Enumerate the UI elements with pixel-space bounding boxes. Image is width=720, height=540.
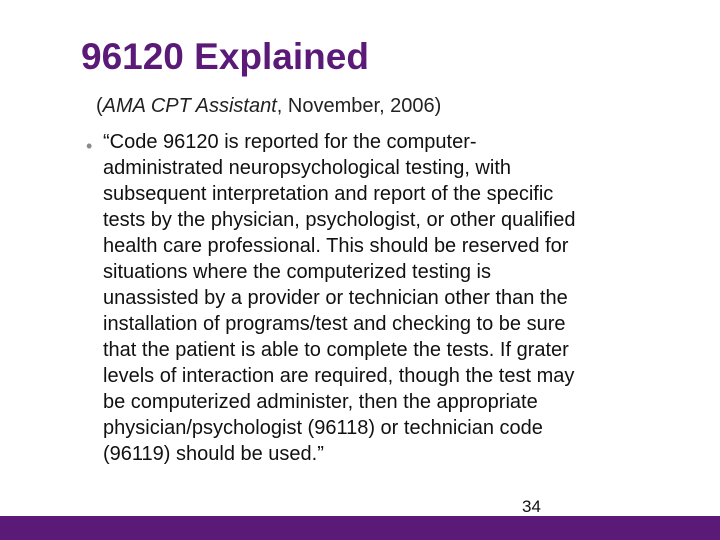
bullet-icon: • [86, 136, 93, 156]
quote-line: unassisted by a provider or technician other than the [103, 287, 568, 309]
source-citation [96, 95, 441, 118]
quote-line: administrated neuropsychological testing, with [103, 157, 511, 179]
quote-line: be computerized administer, then the appropriate [103, 391, 538, 413]
slide-title: 96120 Explained [81, 36, 369, 77]
footer-bar [0, 516, 720, 540]
quote-line: situations where the computerized testing is [103, 261, 491, 283]
page-number: 34 [522, 497, 541, 516]
quote-line: physician/psychologist (96118) or technician code [103, 417, 543, 439]
quote-line: (96119) should be used.” [103, 443, 324, 465]
quote-line: tests by the physician, psychologist, or other qualified [103, 209, 576, 231]
quote-line: installation of programs/test and checking to be sure [103, 313, 566, 335]
quote-line: health care professional. This should be reserved for [103, 235, 569, 257]
quote-line: “Code 96120 is reported for the computer- [103, 131, 477, 153]
quote-line: subsequent interpretation and report of the specific [103, 183, 554, 205]
citation-publication: AMA CPT Assistant [102, 95, 277, 117]
citation-date: , November, 2006) [276, 95, 442, 117]
quote-line: that the patient is able to complete the tests. If grater [103, 339, 569, 361]
citation-open-paren: ( [96, 95, 103, 117]
quote-body [103, 129, 693, 467]
quote-line: levels of interaction are required, though the test may [103, 365, 575, 387]
